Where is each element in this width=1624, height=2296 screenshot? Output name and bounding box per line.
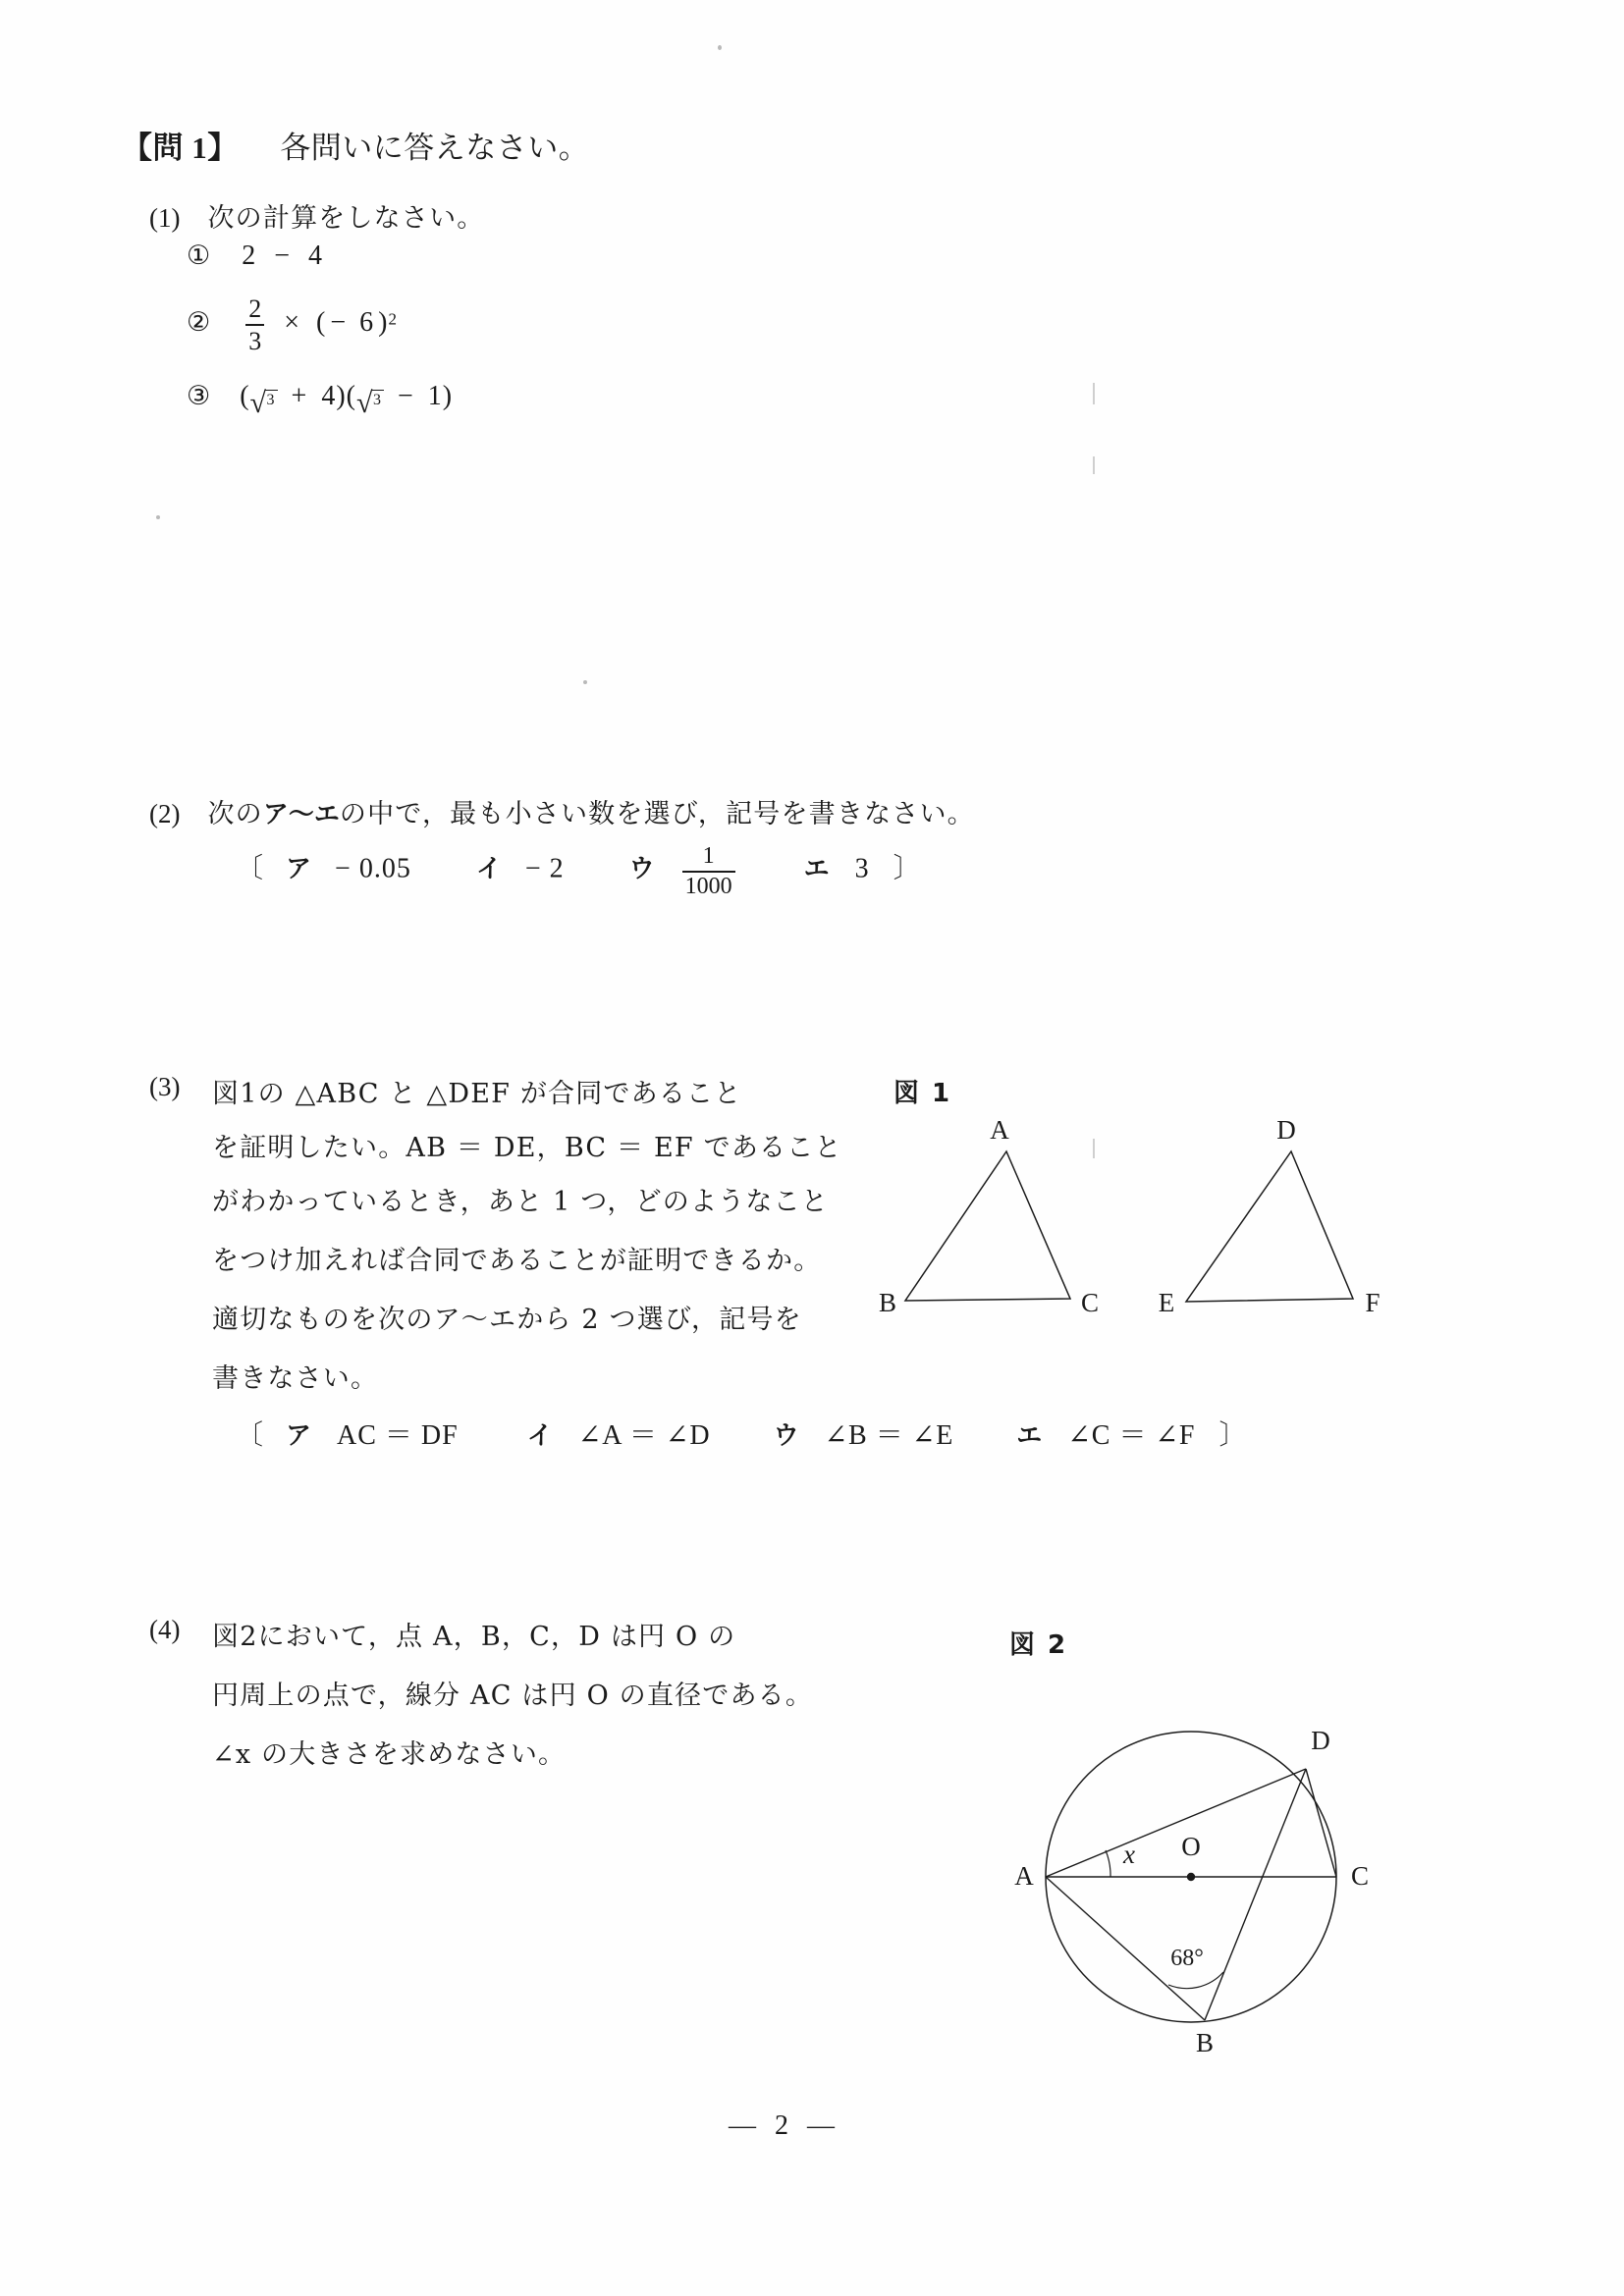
q1-item-3-marker: ③ (187, 381, 211, 411)
triangle-def (1186, 1151, 1353, 1302)
q1-item-1-operand-a: 2 (242, 240, 257, 271)
q1-item-3-term-1: 4 (321, 381, 337, 411)
fig2-angle-68-label: 68° (1170, 1946, 1204, 1971)
q1-item-2 (187, 294, 397, 356)
fig2-vertex-b: B (1195, 2028, 1215, 2057)
segment-ad (1046, 1769, 1306, 1877)
q3-choice-key-b[interactable]: イ (526, 1421, 553, 1451)
fig1-vertex-e: E (1158, 1288, 1175, 1317)
scan-speck (718, 45, 722, 50)
fig2-vertex-d: D (1311, 1726, 1330, 1755)
scan-speck (583, 680, 587, 684)
q2-choice-key-c[interactable]: ウ (628, 854, 655, 884)
fig1-vertex-c: C (1080, 1288, 1100, 1317)
q4-label (149, 1615, 180, 1645)
fraction-bar (245, 324, 264, 326)
q1-item-2-times: × (284, 306, 301, 338)
fig1-diagram (878, 1115, 1434, 1335)
q3-choice-key-c[interactable]: ウ (773, 1421, 799, 1451)
q1-item-3-add: + (291, 381, 308, 411)
fig1-vertex-f: F (1365, 1288, 1380, 1317)
fig1-vertex-b: B (878, 1288, 897, 1317)
q1-item-2-exponent: 2 (388, 309, 397, 329)
q3-choice-value-d: ∠C ＝ ∠F (1067, 1420, 1196, 1451)
q1-item-3: ③ ( √ 3 + 4)( √ 3 − 1) (187, 381, 454, 419)
q2-choice-value-c (682, 844, 735, 899)
segment-dc (1306, 1769, 1336, 1877)
q3-choices-row (236, 1414, 1248, 1453)
q3-choice-value-b: ∠A ＝ ∠D (577, 1420, 711, 1451)
radicand: 3 (265, 390, 278, 409)
question-marker-text: 【問 1】 (122, 131, 239, 165)
fig1-vertex-d: D (1276, 1115, 1296, 1145)
q1-item-3-sub: − (398, 381, 414, 411)
fig2-diagram (987, 1669, 1399, 2061)
q2-choice-value-d: 3 (854, 853, 870, 884)
q1-prompt-row (149, 196, 484, 235)
q4-line-3: ∠x の大きさを求めなさい。 (212, 1739, 567, 1770)
fig2-vertex-a: A (1014, 1861, 1034, 1891)
radical-icon: √ (356, 387, 373, 419)
q3-line-5: 適切なものを次のア～エから 2 つ選び，記号を (212, 1305, 802, 1335)
q3-bracket-open: 〔 (236, 1420, 265, 1451)
q3-line-2: を証明したい。AB ＝ DE，BC ＝ EF であること (212, 1133, 842, 1163)
q2-choice-key-d[interactable]: エ (803, 854, 830, 884)
fig1-vertex-a: A (990, 1115, 1009, 1145)
q1-item-2-fraction (245, 295, 264, 354)
radicand: 3 (371, 390, 384, 409)
radical-icon: √ (249, 387, 267, 419)
q2-prompt-suffix: の中で，最も小さい数を選び，記号を書きなさい。 (339, 799, 975, 829)
angle-arc-68 (1168, 1972, 1223, 1989)
q1-item-3-sqrt-2 (356, 387, 384, 419)
q2-bracket-close: 〕 (893, 853, 922, 884)
fraction-numerator: 2 (248, 294, 262, 323)
fig2-vertex-c: C (1350, 1861, 1370, 1891)
fig2-caption: 図 2 (1009, 1630, 1068, 1660)
header-instruction: 各問いに答えなさい。 (280, 131, 590, 166)
fraction-denominator: 3 (248, 326, 262, 355)
q1-item-1-operand-b: 4 (308, 240, 324, 271)
fraction-bar (682, 871, 735, 873)
q4-line-1: 図2において，点 A，B，C，D は円 O の (212, 1622, 736, 1652)
fraction-denominator: 1000 (684, 873, 732, 899)
q3-line-4: をつけ加えれば合同であることが証明できるか。 (212, 1246, 822, 1276)
q4-label-text: (4) (149, 1615, 181, 1644)
question-block-marker (122, 123, 589, 167)
fig2-label-o: O (1181, 1832, 1201, 1861)
q3-line-6: 書きなさい。 (212, 1363, 379, 1394)
q1-prompt: 次の計算をしなさい。 (207, 203, 485, 234)
fig2-angle-x-label: x (1123, 1840, 1135, 1869)
q3-choice-key-a[interactable]: ア (286, 1421, 312, 1451)
q2-label: (2) (149, 799, 181, 828)
q2-choice-key-b[interactable]: イ (475, 854, 502, 884)
q3-choice-key-d[interactable]: エ (1016, 1421, 1043, 1451)
q1-item-2-minus: − (330, 306, 348, 338)
q2-prompt-row (149, 792, 975, 830)
q3-line-1: 図1の △ABC と △DEF が合同であること (212, 1079, 742, 1109)
q2-prompt-range: ア～エ (262, 800, 340, 829)
q2-choice-value-a: − 0.05 (335, 853, 411, 884)
q2-choices-row (236, 843, 922, 901)
q3-label (149, 1072, 180, 1102)
q1-item-2-marker: ② (187, 306, 211, 338)
angle-arc-x (1106, 1850, 1110, 1877)
q1-item-2-paren-open: ( (316, 306, 327, 338)
q1-item-3-term-2: 1 (427, 381, 443, 411)
q2-prompt-prefix: 次の (207, 799, 263, 829)
q2-choice-value-b: − 2 (524, 853, 565, 884)
q1-item-1 (187, 240, 323, 272)
triangle-abc (905, 1151, 1070, 1301)
q3-bracket-close: 〕 (1218, 1420, 1248, 1451)
q1-item-1-marker: ① (187, 240, 211, 271)
q3-choice-value-c: ∠B ＝ ∠E (824, 1420, 954, 1451)
scan-speck (156, 515, 160, 519)
q1-item-3-sqrt-1 (249, 387, 278, 419)
q1-item-2-paren-close: ) (378, 306, 389, 338)
fig1-caption: 図 1 (893, 1079, 952, 1108)
q1-label: (1) (149, 203, 181, 233)
q3-label-text: (3) (149, 1072, 181, 1101)
q3-line-3: がわかっているとき，あと 1 つ，どのようなこと (212, 1187, 829, 1217)
q2-choice-key-a[interactable]: ア (286, 854, 312, 884)
scan-edge-tick (1093, 383, 1095, 404)
q1-item-2-value: 6 (359, 306, 375, 338)
page-footer: — 2 — (729, 2110, 840, 2141)
fraction-numerator: 1 (702, 843, 715, 869)
q1-item-1-operator: − (274, 240, 292, 271)
q3-choice-value-a: AC ＝ DF (337, 1420, 459, 1451)
scan-edge-tick (1093, 456, 1095, 474)
q4-line-2: 円周上の点で，線分 AC は円 O の直径である。 (212, 1681, 814, 1711)
q2-bracket-open: 〔 (236, 853, 265, 884)
